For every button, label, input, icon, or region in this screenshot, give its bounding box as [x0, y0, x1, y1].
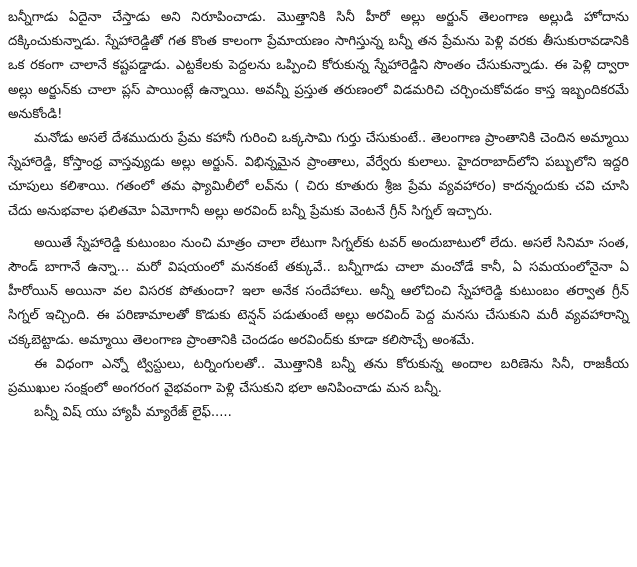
article-paragraph-2: మనోడు అసలే దేశముదురు ప్రేమ కహానీ గురించి ఒక్కసామి గుర్తు చేసుకుంటే.. తెలంగాణ ప్రాంతానికి చెందిన అమ్మాయి స్నేహారెడ్డి, కోస్తాంధ్ర వాస్తవ్యుడు అల్లు అర్జున్. విభిన్నమైన ప్రాంతాలు, వేర్వేరు కులాలు. హైదరాబాద్‌లోని పబ్బులోని ఇద్దరి చూపులు కలిశాయి. గతంలో తమ ఫ్యామిలీలో లవ్‌ను ( చిరు కూతురు శ్రీజ ప్రేమ వ్యవహారం) కాదన్నందుకు చవి చూసి చేదు అనుభవాల ఫలితమో ఏమోగానీ అల్లు అరవింద్ బన్నీ ప్రేమకు వెంటనే గ్రీన్ సిగ్నల్ ఇచ్చారు. — [8, 131, 629, 219]
article-paragraph-5: బన్నీ విష్ యు హ్యాపీ మ్యారేజ్ లైఫ్..... — [34, 405, 232, 421]
article-paragraph-1: బన్నీగాడు ఏదైనా చేస్తాడు అని నిరూపించాడు. మొత్తానికి సినీ హీరో అల్లు అర్జున్ తెలంగాణ అల్లుడి హోదాను దక్కించుకున్నాడు. స్నేహారెడ్డితో గత కొంత కాలంగా ప్రేమాయణం సాగిస్తున్న బన్నీ తన ప్రేమను పెళ్లి వరకు తీసుకురావడానికి ఒక రకంగా చాలానే కష్టపడ్డాడు. ఎట్టకేలకు పెద్దలను ఒప్పించి కోరుకున్న స్నేహారెడ్డిని సొంతం చేసుకున్నాడు. ఈ పెళ్లి ద్వారా అల్లు అర్జున్‌కు చాలా ప్లస్ పాయింట్లే ఉన్నాయి. అవన్నీ ప్రస్తుత తరుణంలో విడమరిచి చర్చించుకోవడం కాస్త ఇబ్బందికరమే అనుకోండి! — [8, 10, 629, 122]
article-paragraph-4: ఈ విధంగా ఎన్నో ట్విస్టులు, టర్నింగులతో.. మొత్తానికి బన్నీ తను కోరుకున్న అందాల బరిణెను సినీ, రాజకీయ ప్రముఖుల సంక్షంలో అంగరంగ వైభవంగా పెళ్లి చేసుకుని భలా అనిపించాడు మన బన్నీ. — [8, 356, 629, 397]
article-paragraph-3: అయితే స్నేహారెడ్డి కుటుంబం నుంచి మాత్రం చాలా లేటుగా సిగ్నల్‌కు టవర్ అందుబాటులో లేదు. అసలే సినిమా సంత, సౌండ్ బాగానే ఉన్నా... మరో విషయంలో మనకంటే తక్కువే.. బన్నీగాడు చాలా మంచోడే కానీ, ఏ సమయంలోనైనా ఏ హీరోయిన్ అయినా వల విసరక పోతుందా? ఇలా అనేక సందేహాలు. అన్నీ ఆలోచించి స్నేహారెడ్డి కుటుంబం తర్వాత గ్రీన్ సిగ్నల్ ఇచ్చింది. ఈ పరిణామాలతో కొడుకు టెన్షన్ పడుతుంటే అల్లు అరవింద్ పెద్ద మనసు చేసుకుని మరీ వ్యవహారాన్ని చక్కబెట్టాడు. అమ్మాయి తెలంగాణ ప్రాంతానికి చెందడం అరవింద్‌కు కూడా కలిసొచ్చే అంశమే. — [8, 235, 629, 348]
